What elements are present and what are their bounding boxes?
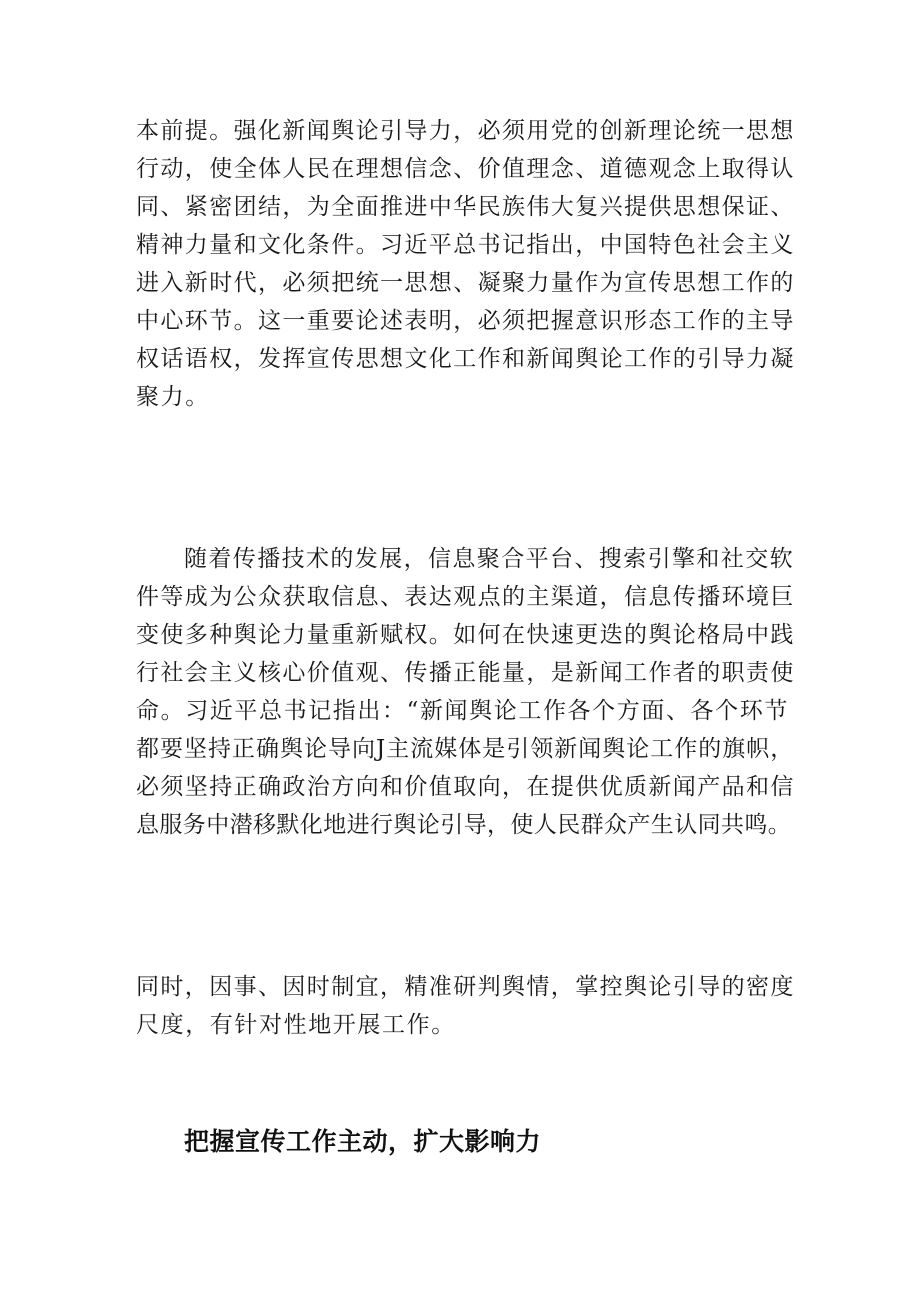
paragraph-line: 变使多种舆论力量重新赋权。如何在快速更迭的舆论格局中践 xyxy=(136,622,795,648)
paragraph-line: 同、紧密团结，为全面推进中华民族伟大复兴提供思想保证、 xyxy=(136,194,795,220)
paragraph-line: 精神力量和文化条件。习近平总书记指出，中国特色社会主义 xyxy=(136,232,795,258)
paragraph-line: 权话语权，发挥宣传思想文化工作和新闻舆论工作的引导力凝 xyxy=(136,346,795,372)
paragraph-line: 中心环节。这一重要论述表明，必须把握意识形态工作的主导 xyxy=(136,308,795,334)
paragraph-line: 息服务中潜移默化地进行舆论引导，使人民群众产生认同共鸣。 xyxy=(136,812,792,838)
paragraph-line: 尺度，有针对性地开展工作。 xyxy=(136,1012,456,1038)
paragraph-line: 本前提。强化新闻舆论引导力，必须用党的创新理论统一思想 xyxy=(136,118,795,144)
paragraph-line: 必须坚持正确政治方向和价值取向，在提供优质新闻产品和信 xyxy=(136,774,795,800)
paragraph-line: 聚力。 xyxy=(136,384,210,410)
paragraph-line: 行动，使全体人民在理想信念、价值理念、道德观念上取得认 xyxy=(136,156,795,182)
paragraph-line: 同时，因事、因时制宜，精准研判舆情，掌控舆论引导的密度 xyxy=(136,974,795,1000)
paragraph-line: 件等成为公众获取信息、表达观点的主渠道，信息传播环境巨 xyxy=(136,584,795,610)
paragraph-line: 命。习近平总书记指出：“新闻舆论工作各个方面、各个环节 xyxy=(136,698,789,724)
paragraph-line: 行社会主义核心价值观、传播正能量，是新闻工作者的职责使 xyxy=(136,660,795,686)
paragraph-line: 进入新时代，必须把统一思想、凝聚力量作为宣传思想工作的 xyxy=(136,270,795,296)
paragraph-line: 随着传播技术的发展，信息聚合平台、搜索引擎和社交软 xyxy=(184,546,794,572)
paragraph-line: 都要坚持正确舆论导向J主流媒体是引领新闻舆论工作的旗帜， xyxy=(136,736,795,762)
section-heading: 把握宣传工作主动，扩大影响力 xyxy=(184,1127,542,1156)
